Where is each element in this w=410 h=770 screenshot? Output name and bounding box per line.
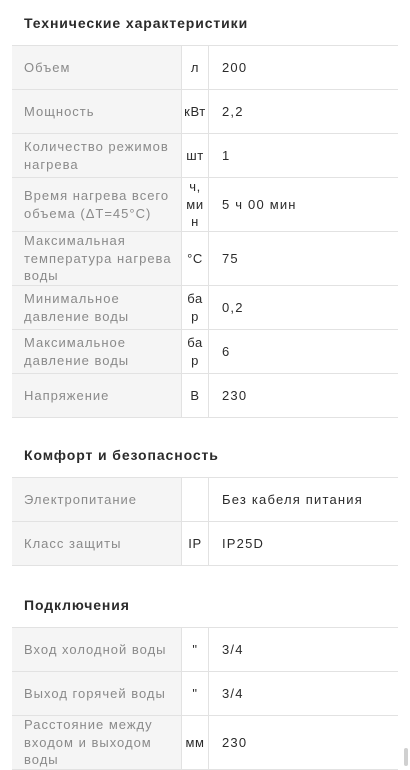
- spec-name: Вход холодной воды: [12, 628, 182, 672]
- spec-row-volume: [12, 46, 398, 90]
- spec-row-inlet-outlet-distance: [12, 716, 398, 770]
- spec-value: 3/4: [209, 628, 399, 672]
- spec-name: Класс защиты: [12, 522, 182, 566]
- spec-value: Без кабеля питания: [209, 478, 399, 522]
- spec-row-power: [12, 90, 398, 134]
- spec-unit: ": [182, 672, 209, 716]
- spec-name: Максимальная температура нагрева воды: [12, 232, 182, 286]
- spec-row-hot-water-outlet: [12, 672, 398, 716]
- spec-unit: В: [182, 374, 209, 418]
- spec-unit: [182, 478, 209, 522]
- spec-value: 230: [209, 716, 399, 770]
- section-title-specs: Технические характеристики: [24, 15, 249, 31]
- spec-name: Расстояние между входом и выходом воды: [12, 716, 182, 770]
- spec-unit: ба р: [182, 330, 209, 374]
- spec-name: Количество режимов нагрева: [12, 134, 182, 178]
- spec-row-max-temperature: [12, 232, 398, 286]
- spec-value: 75: [209, 232, 399, 286]
- specs-table: [12, 45, 398, 418]
- connections-table: [12, 627, 398, 770]
- spec-value: 5 ч 00 мин: [209, 178, 399, 232]
- spec-value: 6: [209, 330, 399, 374]
- scrollbar[interactable]: [404, 748, 408, 766]
- spec-name: Максимальное давление воды: [12, 330, 182, 374]
- spec-unit: IP: [182, 522, 209, 566]
- spec-name: Напряжение: [12, 374, 182, 418]
- spec-unit: °C: [182, 232, 209, 286]
- spec-value: 200: [209, 46, 399, 90]
- spec-value: IP25D: [209, 522, 399, 566]
- spec-row-power-supply: [12, 478, 398, 522]
- spec-row-voltage: [12, 374, 398, 418]
- spec-row-cold-water-inlet: [12, 628, 398, 672]
- spec-name: Время нагрева всего объема (ΔT=45°C): [12, 178, 182, 232]
- spec-name: Минимальное давление воды: [12, 286, 182, 330]
- section-title-comfort-safety: Комфорт и безопасность: [24, 447, 219, 463]
- spec-unit: мм: [182, 716, 209, 770]
- spec-unit: ": [182, 628, 209, 672]
- spec-unit: кВт: [182, 90, 209, 134]
- spec-unit: ба р: [182, 286, 209, 330]
- spec-value: 230: [209, 374, 399, 418]
- spec-value: 0,2: [209, 286, 399, 330]
- section-title-connections: Подключения: [24, 597, 130, 613]
- spec-name: Мощность: [12, 90, 182, 134]
- spec-row-min-pressure: [12, 286, 398, 330]
- spec-row-max-pressure: [12, 330, 398, 374]
- spec-unit: ч, ми н: [182, 178, 209, 232]
- comfort-safety-table: [12, 477, 398, 566]
- spec-unit: л: [182, 46, 209, 90]
- spec-name: Выход горячей воды: [12, 672, 182, 716]
- spec-row-heating-modes: [12, 134, 398, 178]
- spec-row-heating-time: [12, 178, 398, 232]
- spec-value: 1: [209, 134, 399, 178]
- spec-name: Электропитание: [12, 478, 182, 522]
- spec-name: Объем: [12, 46, 182, 90]
- spec-value: 2,2: [209, 90, 399, 134]
- spec-row-protection-class: [12, 522, 398, 566]
- spec-value: 3/4: [209, 672, 399, 716]
- spec-unit: шт: [182, 134, 209, 178]
